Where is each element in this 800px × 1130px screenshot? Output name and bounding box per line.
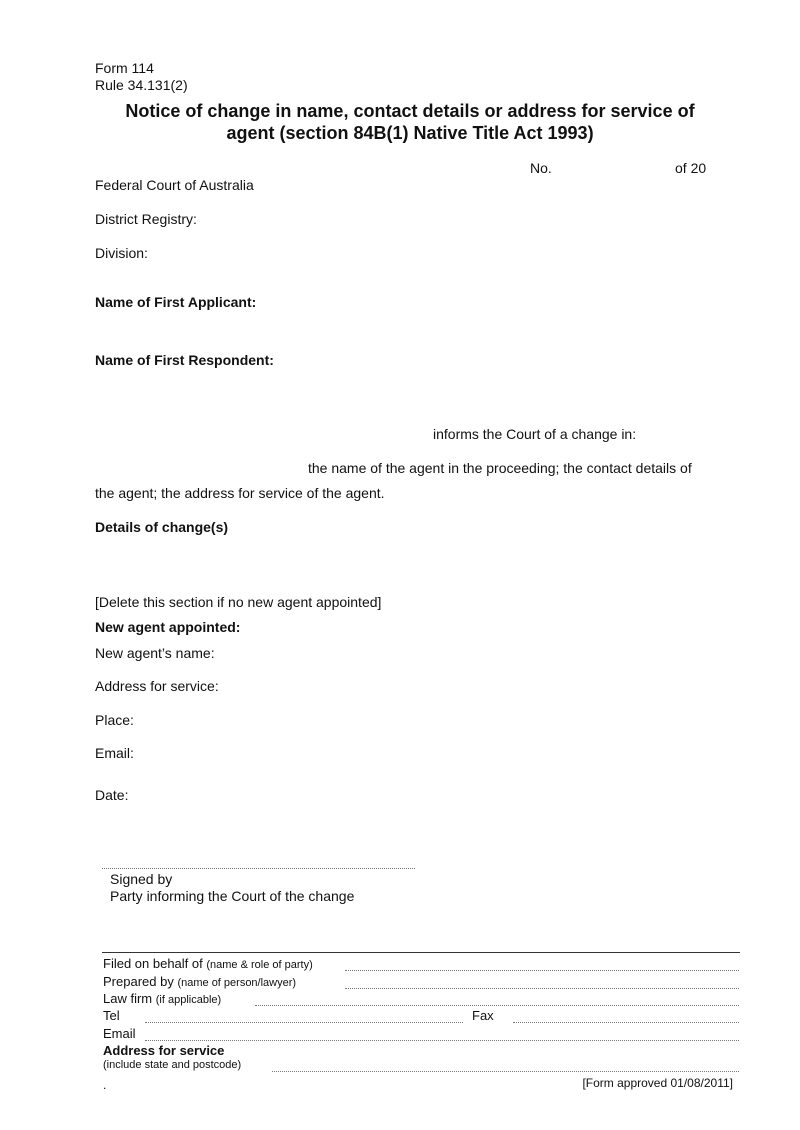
footer-address-hint: (include state and postcode) — [103, 1059, 242, 1071]
signed-by-label: Signed by — [110, 871, 173, 887]
case-no-label: No. — [530, 160, 552, 176]
signature-line — [102, 868, 415, 869]
law-firm-label — [103, 991, 221, 1007]
details-heading: Details of change(s) — [95, 519, 229, 535]
case-year-label: of 20 — [675, 160, 707, 176]
rule-number: Rule 34.131(2) — [95, 77, 188, 93]
court-name: Federal Court of Australia — [95, 177, 254, 193]
form-number: Form 114 — [95, 60, 154, 76]
place-label: Place: — [95, 712, 134, 728]
prepared-by-field[interactable] — [345, 988, 739, 989]
new-agent-name-label: New agent’s name: — [95, 645, 215, 661]
filed-on-behalf-hint: (name & role of party) — [206, 959, 313, 971]
filed-on-behalf-label — [103, 956, 313, 972]
form-approved-note: [Form approved 01/08/2011] — [582, 1076, 733, 1090]
title-line-2: agent (section 84B(1) Native Title Act 1993) — [226, 123, 594, 143]
prepared-by-label — [103, 974, 296, 990]
footer-rule — [102, 952, 740, 953]
delete-section-note: [Delete this section if no new agent appointed] — [95, 594, 382, 610]
law-firm-field[interactable] — [255, 1005, 739, 1006]
law-firm-hint: (if applicable) — [155, 994, 222, 1006]
footer-email-label: Email — [103, 1026, 136, 1041]
footer-dot: . — [103, 1078, 107, 1092]
division-label: Division: — [95, 245, 148, 261]
tel-field[interactable] — [145, 1022, 463, 1023]
title-line-1: Notice of change in name, contact details or address for service of — [125, 101, 695, 121]
district-registry-label: District Registry: — [95, 211, 197, 227]
footer-address-field[interactable] — [272, 1071, 739, 1072]
informs-text: informs the Court of a change in: — [433, 426, 637, 442]
prepared-by-text: Prepared by — [103, 974, 174, 989]
first-respondent-label: Name of First Respondent: — [95, 352, 274, 368]
page-title — [60, 100, 760, 144]
fax-label: Fax — [472, 1008, 494, 1023]
signing-party-label: Party informing the Court of the change — [110, 888, 355, 904]
fax-field[interactable] — [513, 1022, 739, 1023]
footer-address-label: Address for service — [103, 1043, 225, 1058]
address-for-service-label: Address for service: — [95, 678, 219, 694]
filed-on-behalf-text: Filed on behalf of — [103, 956, 203, 971]
email-label: Email: — [95, 745, 134, 761]
tel-label: Tel — [103, 1008, 120, 1023]
changes-line-2: the agent; the address for service of the agent. — [95, 485, 385, 501]
changes-line-1: the name of the agent in the proceeding; the contact details of — [308, 460, 692, 476]
prepared-by-hint: (name of person/lawyer) — [177, 977, 297, 989]
date-label: Date: — [95, 787, 129, 803]
footer-email-field[interactable] — [145, 1040, 739, 1041]
filed-on-behalf-field[interactable] — [345, 970, 739, 971]
new-agent-heading: New agent appointed: — [95, 619, 241, 635]
first-applicant-label: Name of First Applicant: — [95, 294, 257, 310]
law-firm-text: Law firm — [103, 991, 153, 1006]
